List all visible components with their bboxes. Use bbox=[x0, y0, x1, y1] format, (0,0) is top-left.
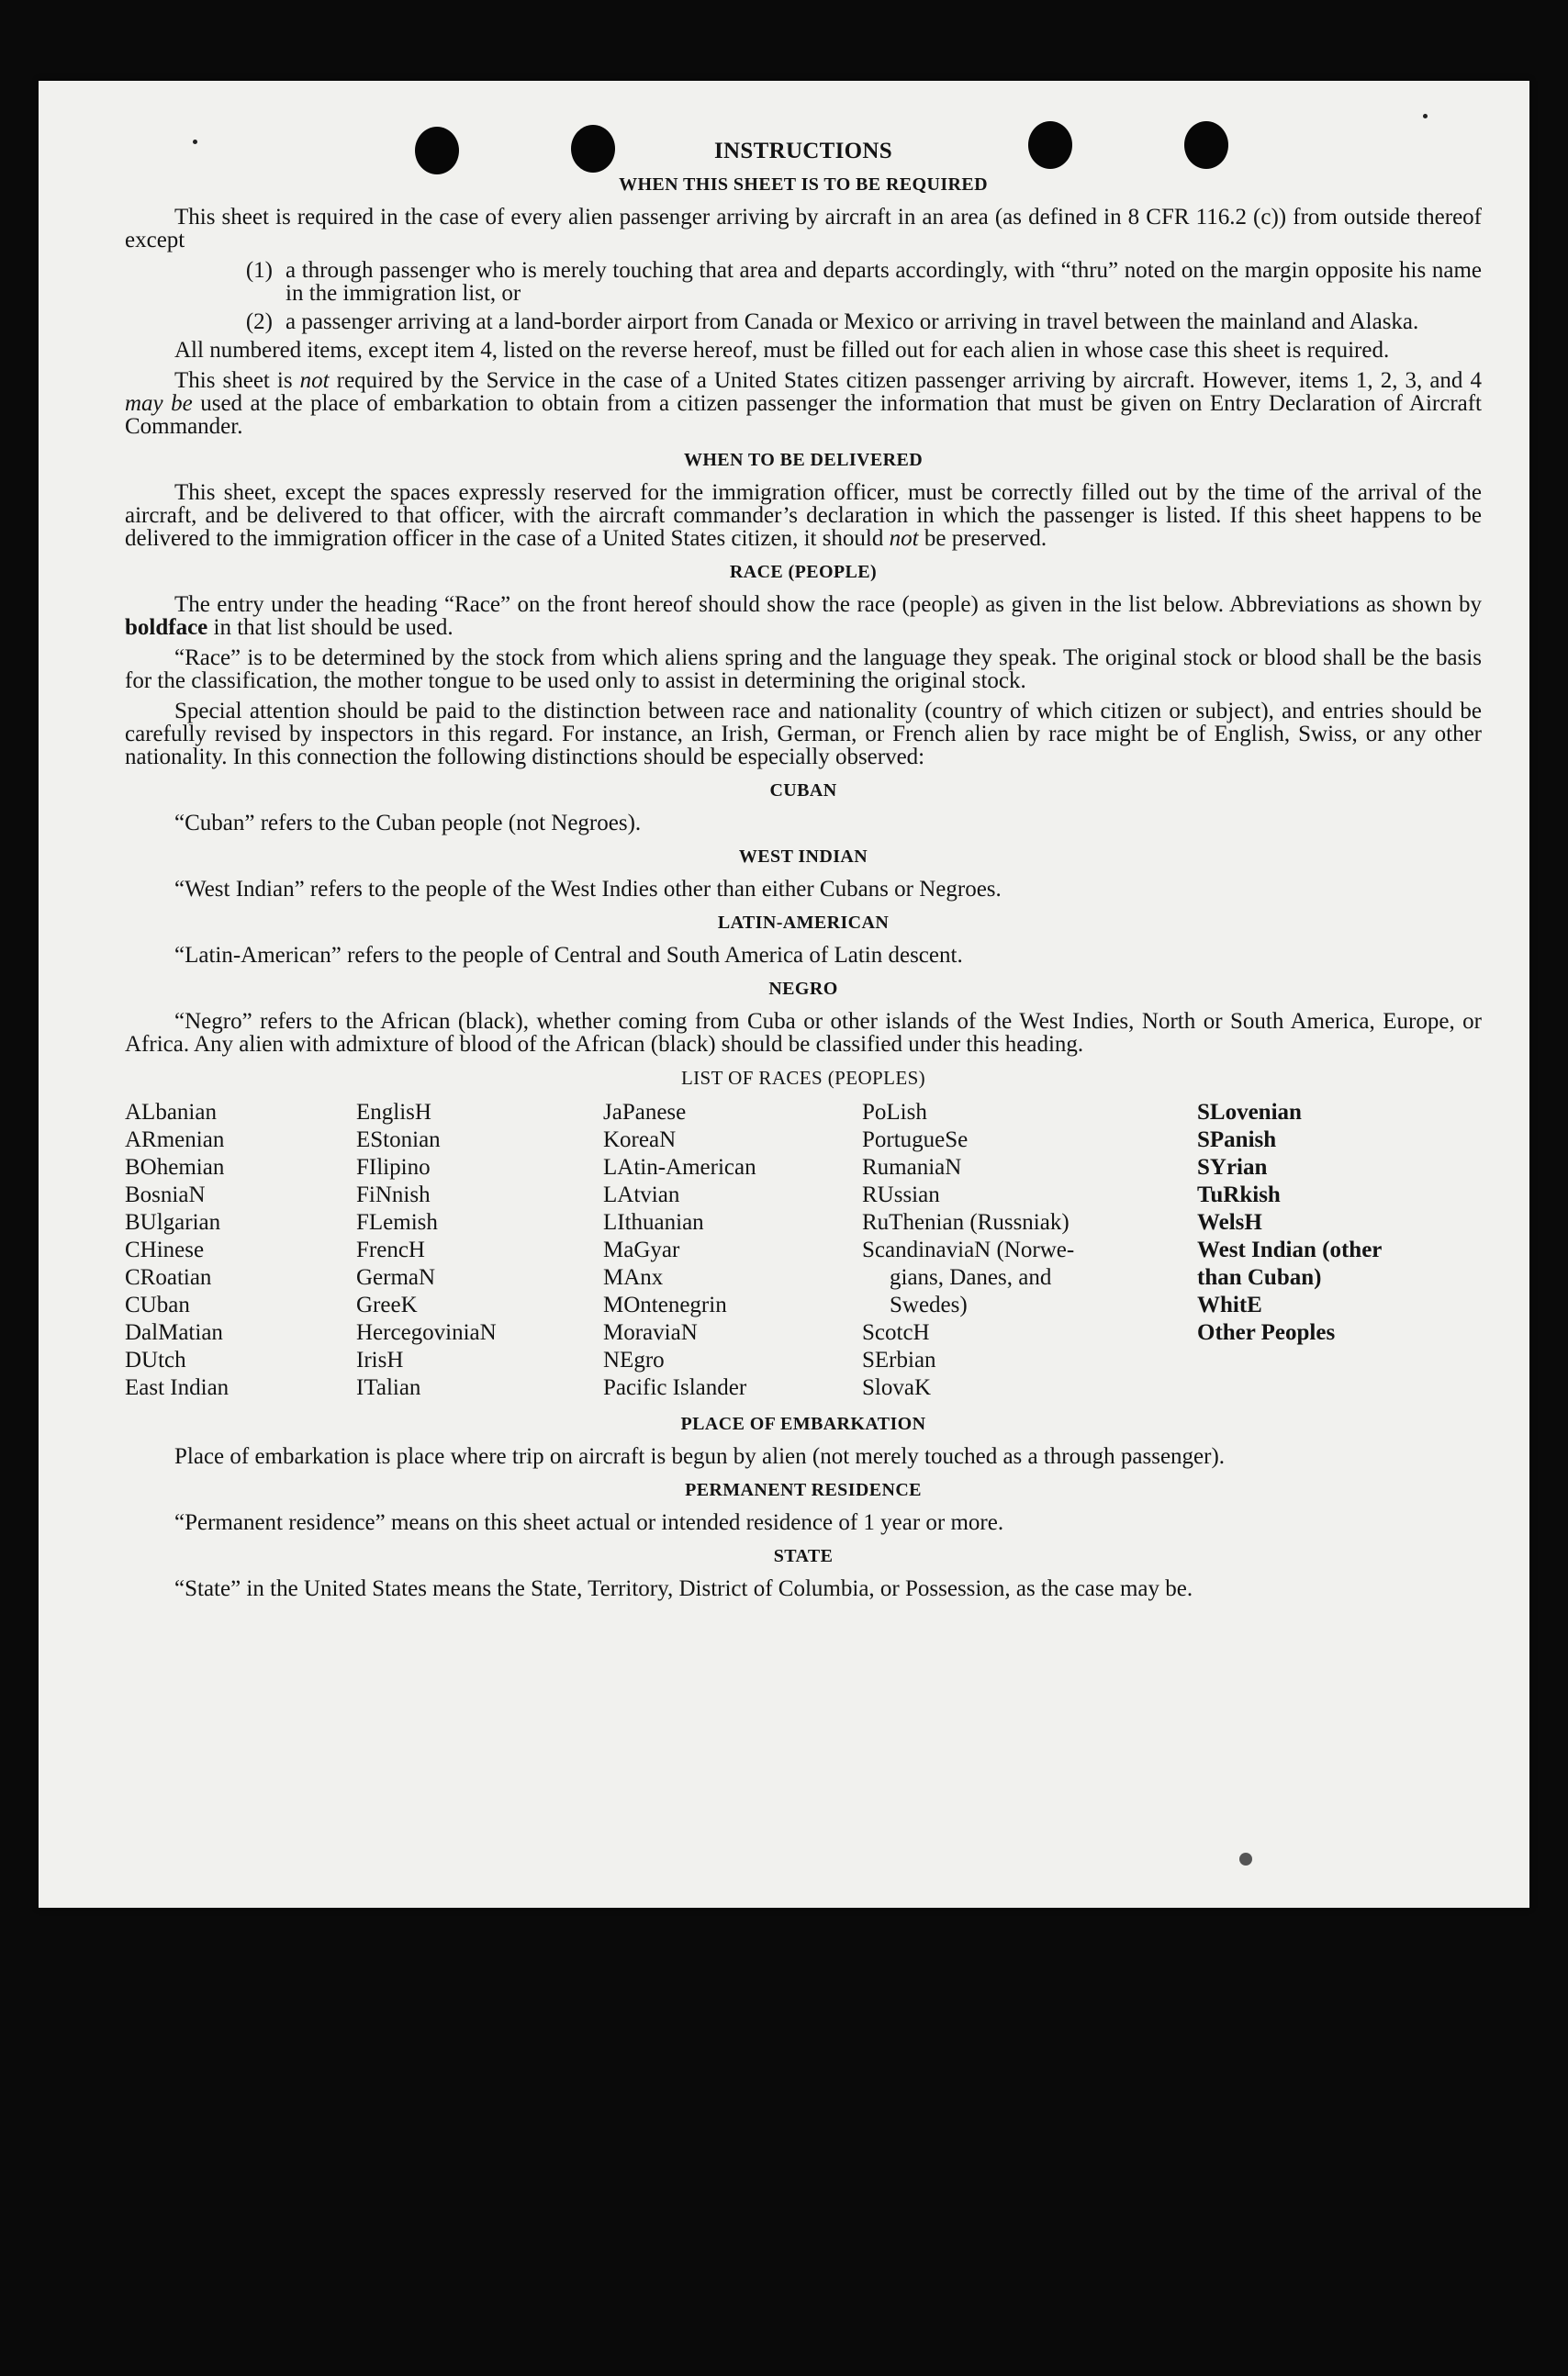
race-entry: CHinese bbox=[125, 1238, 205, 1262]
section-heading-race: RACE (PEOPLE) bbox=[729, 562, 878, 582]
race-entry: PoLish bbox=[862, 1100, 927, 1125]
race-entry-continued: Swedes) bbox=[890, 1293, 968, 1317]
item-number: (2) bbox=[245, 309, 273, 334]
text-run: boldface bbox=[125, 615, 208, 640]
races-list bbox=[125, 1099, 1482, 1402]
section-heading-state: STATE bbox=[773, 1546, 834, 1566]
section-heading-west-indian: WEST INDIAN bbox=[738, 846, 868, 867]
race-entry: RumaniaN bbox=[862, 1155, 962, 1180]
section-heading-races: LIST OF RACES (PEOPLES) bbox=[680, 1067, 926, 1089]
text-run: not bbox=[299, 368, 330, 393]
race-entry: FrencH bbox=[356, 1238, 425, 1262]
race-entry: FIlipino bbox=[356, 1155, 431, 1180]
paragraph: “Permanent residence” means on this sheet actual or intended residence of 1 year or more. bbox=[174, 1510, 1004, 1535]
race-entry: LAtin-American bbox=[603, 1155, 756, 1180]
race-entry: BOhemian bbox=[125, 1155, 225, 1180]
document-page bbox=[39, 81, 1529, 1908]
race-entry: CUban bbox=[125, 1293, 190, 1317]
race-entry: GermaN bbox=[356, 1265, 436, 1290]
paragraph: Special attention should be paid to the distinction between race and nationality (country of which citizen or subject), and entries should be carefully revised by inspectors in this regard. For instance, an Irish, German, or French alien by race might be of English, Swiss, or any other nationality. In this connection the following distinctions should be especially observed: bbox=[125, 699, 1482, 769]
race-entry: East Indian bbox=[125, 1375, 230, 1400]
section-heading-embarkation: PLACE OF EMBARKATION bbox=[680, 1414, 926, 1434]
section-heading-latin: LATIN-AMERICAN bbox=[717, 913, 890, 933]
paragraph: “Race” is to be determined by the stock from which aliens spring and the language they speak. The original stock or blood shall be the basis for the classification, the mother tongue to be used only to assist in determining the original stock. bbox=[125, 645, 1482, 693]
race-entry: ARmenian bbox=[125, 1127, 225, 1152]
race-entry: SLovenian bbox=[1197, 1100, 1302, 1125]
race-entry: BUlgarian bbox=[125, 1210, 221, 1235]
paragraph: Place of embarkation is place where trip on aircraft is begun by alien (not merely touched as a through passenger). bbox=[174, 1444, 1226, 1469]
race-entry: PortugueSe bbox=[862, 1127, 969, 1152]
race-entry: MAnx bbox=[603, 1265, 664, 1290]
instructions-body bbox=[125, 140, 1482, 1608]
text-run: This sheet is bbox=[174, 368, 300, 393]
race-entry-continued: than Cuban) bbox=[1197, 1265, 1322, 1290]
races-column-4 bbox=[862, 1099, 1197, 1402]
item-text: a through passenger who is merely touching that area and departs accordingly, with “thru” noted on the margin opposite his name in the immigration list, or bbox=[286, 258, 1482, 306]
race-entry: ScandinaviaN (Norwe- bbox=[862, 1238, 1075, 1262]
text-run: be preserved. bbox=[918, 526, 1047, 551]
race-entry: KoreaN bbox=[603, 1127, 677, 1152]
paragraph: This sheet is required in the case of every alien passenger arriving by aircraft in an area (as defined in 8 CFR 116.2 (c)) from outside thereof except bbox=[125, 205, 1482, 252]
text-run: used at the place of embarkation to obtain from a citizen passenger the information that must be given on Entry Declaration of Aircraft Commander. bbox=[125, 391, 1483, 439]
race-entry: NEgro bbox=[603, 1348, 665, 1373]
race-entry: IrisH bbox=[356, 1348, 404, 1373]
race-entry: Other Peoples bbox=[1197, 1320, 1336, 1345]
race-entry: ITalian bbox=[356, 1375, 421, 1400]
text-run: This sheet, except the spaces expressly reserved for the immigration officer, must be correctly filled out by the time of the arrival of the aircraft, and be delivered to that officer, with the aircraft commander’s declaration in which the passenger is listed. If this sheet happens to be delivered to the immigration officer in the case of a United States citizen, it should bbox=[125, 480, 1482, 551]
paragraph: “Latin-American” refers to the people of Central and South America of Latin descent. bbox=[174, 943, 963, 968]
races-column-1 bbox=[125, 1099, 356, 1402]
race-entry: ALbanian bbox=[125, 1100, 217, 1125]
text-run: The entry under the heading “Race” on the front hereof should show the race (people) as given in the list below. Abbreviations as shown by bbox=[174, 592, 1482, 617]
race-entry: EnglisH bbox=[356, 1100, 431, 1125]
paragraph bbox=[125, 481, 1482, 550]
race-entry: ScotcH bbox=[862, 1320, 930, 1345]
race-entry: BosniaN bbox=[125, 1182, 206, 1207]
text-run: required by the Service in the case of a United States citizen passenger arriving by aircraft. However, items 1, 2, 3, and 4 bbox=[329, 368, 1482, 393]
race-entry: TuRkish bbox=[1197, 1182, 1281, 1207]
race-entry: CRoatian bbox=[125, 1265, 212, 1290]
dust-speck bbox=[1239, 1853, 1252, 1866]
paragraph bbox=[125, 593, 1482, 639]
race-entry: MaGyar bbox=[603, 1238, 680, 1262]
race-entry: DUtch bbox=[125, 1348, 186, 1373]
race-entry: SErbian bbox=[862, 1348, 936, 1373]
paragraph: “West Indian” refers to the people of the West Indies other than either Cubans or Negroes. bbox=[174, 877, 1002, 902]
paragraph bbox=[125, 369, 1482, 438]
race-entry: MOntenegrin bbox=[603, 1293, 727, 1317]
section-heading-required: WHEN THIS SHEET IS TO BE REQUIRED bbox=[619, 174, 988, 195]
race-entry: West Indian (other bbox=[1197, 1238, 1383, 1262]
race-entry: WelsH bbox=[1197, 1210, 1262, 1235]
paragraph: “Cuban” refers to the Cuban people (not Negroes). bbox=[174, 811, 642, 835]
list-item bbox=[125, 259, 1482, 305]
races-column-5 bbox=[1197, 1099, 1473, 1402]
races-column-3 bbox=[603, 1099, 862, 1402]
list-item bbox=[125, 310, 1482, 333]
race-entry: SPanish bbox=[1197, 1127, 1277, 1152]
paragraph: “Negro” refers to the African (black), whether coming from Cuba or other islands of the West Indies, North or South America, Europe, or Africa. Any alien with admixture of blood of the African (black) should be classified under this heading. bbox=[125, 1009, 1482, 1057]
section-heading-cuban: CUBAN bbox=[769, 780, 837, 801]
race-entry: GreeK bbox=[356, 1293, 418, 1317]
race-entry: DalMatian bbox=[125, 1320, 223, 1345]
race-entry: FiNnish bbox=[356, 1182, 431, 1207]
section-heading-residence: PERMANENT RESIDENCE bbox=[685, 1480, 922, 1500]
race-entry: WhitE bbox=[1197, 1293, 1262, 1317]
paragraph: All numbered items, except item 4, listed on the reverse hereof, must be filled out for each alien in whose case this sheet is required. bbox=[174, 338, 1390, 363]
section-heading-delivered: WHEN TO BE DELIVERED bbox=[683, 450, 924, 470]
race-entry-continued: gians, Danes, and bbox=[890, 1265, 1052, 1290]
race-entry: RUssian bbox=[862, 1182, 940, 1207]
race-entry: Pacific Islander bbox=[603, 1375, 747, 1400]
races-column-2 bbox=[356, 1099, 603, 1402]
text-run: in that list should be used. bbox=[207, 615, 454, 640]
race-entry: FLemish bbox=[356, 1210, 438, 1235]
text-run: not bbox=[889, 526, 919, 551]
item-text: a passenger arriving at a land-border airport from Canada or Mexico or arriving in travel between the mainland and Alaska. bbox=[286, 309, 1419, 334]
race-entry: RuThenian (Russniak) bbox=[862, 1210, 1070, 1235]
race-entry: HercegoviniaN bbox=[356, 1320, 497, 1345]
text-run: may be bbox=[125, 391, 193, 416]
paragraph: “State” in the United States means the State, Territory, District of Columbia, or Possession, as the case may be. bbox=[174, 1576, 1193, 1601]
dust-speck bbox=[1423, 114, 1428, 118]
race-entry: SYrian bbox=[1197, 1155, 1268, 1180]
race-entry: SlovaK bbox=[862, 1375, 931, 1400]
race-entry: MoraviaN bbox=[603, 1320, 698, 1345]
race-entry: LIthuanian bbox=[603, 1210, 704, 1235]
section-heading-negro: NEGRO bbox=[768, 979, 838, 999]
race-entry: JaPanese bbox=[603, 1100, 687, 1125]
item-number: (1) bbox=[245, 258, 273, 283]
race-entry: EStonian bbox=[356, 1127, 441, 1152]
page-title: INSTRUCTIONS bbox=[714, 139, 892, 163]
race-entry: LAtvian bbox=[603, 1182, 680, 1207]
